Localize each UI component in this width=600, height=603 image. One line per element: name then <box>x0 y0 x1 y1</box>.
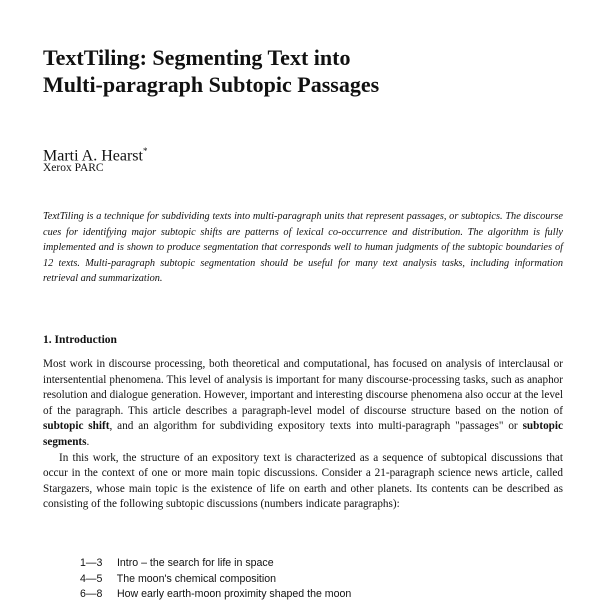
title-line-2: Multi-paragraph Subtopic Passages <box>43 72 380 97</box>
title-line-1: TextTiling: Segmenting Text into <box>43 45 351 70</box>
list-item <box>80 556 540 572</box>
paper-title <box>43 44 563 98</box>
paragraph-range: 6—8 <box>80 588 103 601</box>
paragraph-range: 4—5 <box>80 572 103 585</box>
subtopic-list <box>80 556 540 603</box>
subtopic-label: Intro – the search for life in space <box>116 557 274 569</box>
paragraph-2: In this work, the structure of an expository text is characterized as a sequence of subtopical discussions that occur in the context of one or more main topic discussions. Consider a 21-paragraph science news article, called Stargazers, whose main topic is the existence of life on earth and other planets. Its contents can be described as consisting of the following subtopic discussions (numbers indicate paragraphs): <box>43 451 563 511</box>
term-subtopic-shift: subtopic shift <box>43 420 110 433</box>
paragraph-1: Most work in discourse processing, both theoretical and computational, has focused on analysis of interclausal or intersentential phenomena. This level of analysis is important for many discourse-processing tasks, such as anaphor resolution and dialogue generation. However, important and interesting discourse phenomena also occur at the level of the paragraph. This article describes a paragraph-level model of discourse structure based on the notion of subtopic shift, and an algorithm for subdividing expository texts into multi-paragraph "passages" or subtopic segments. <box>43 358 563 448</box>
subtopic-label: The moon's chemical composition <box>116 572 276 585</box>
term-subtopic-segments: subtopic segments <box>43 420 563 448</box>
section-body <box>43 357 563 513</box>
author-affiliation: Xerox PARC <box>43 162 104 174</box>
list-item <box>80 587 540 603</box>
subtopic-label: How early earth-moon proximity shaped the moon <box>116 588 352 601</box>
paragraph-range: 1—3 <box>80 557 103 569</box>
author-name: Marti A. Hearst* <box>43 146 148 165</box>
list-item <box>80 572 540 588</box>
author-footnote-mark: * <box>142 146 148 156</box>
abstract: TextTiling is a technique for subdividing texts into multi-paragraph units that represent passages, or subtopics. The discourse cues for identifying major subtopic shifts are patterns of lexical co-occurrence and distribution. The algorithm is fully implemented and is shown to produce segmentation that corresponds well to human judgments of the subtopic boundaries of 12 texts. Multi-paragraph subtopic segmentation should be useful for many text analysis tasks, including information retrieval and summarization. <box>43 211 563 285</box>
section-heading: 1. Introduction <box>43 334 117 346</box>
